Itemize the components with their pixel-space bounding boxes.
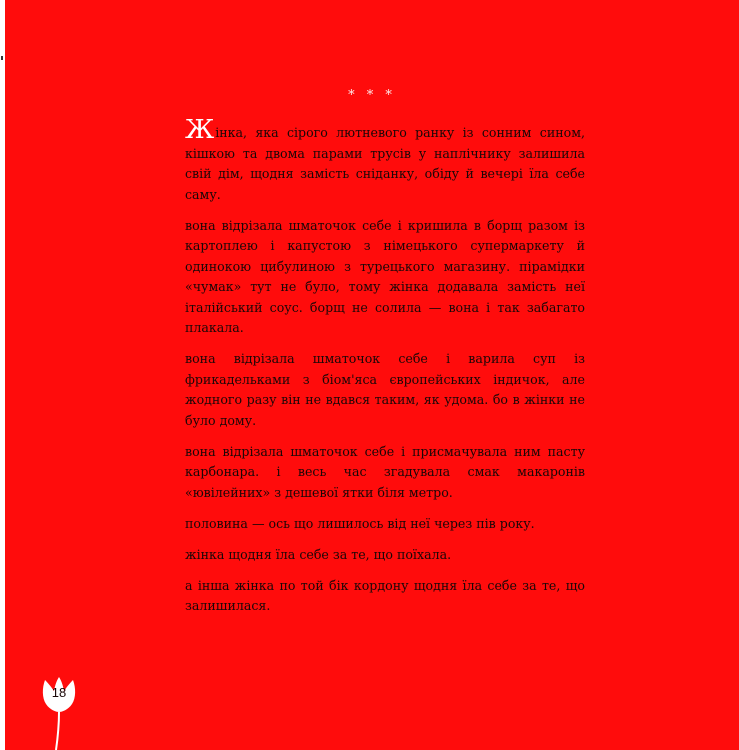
poem-text: [185, 115, 585, 627]
section-separator: * * *: [348, 88, 396, 103]
paragraph-6: жінка щодня їла себе за те, що поїхала.: [185, 546, 452, 562]
paragraph-5: половина — ось що лишилось від неї через пів року.: [185, 515, 535, 531]
paragraph-2: вона відрізала шматочок себе і кришила в борщ разом із картоплею і капустою з німецького супермаркету й одинокою цибулиною з турецького магазину. пірамідки «чумак» тут не було, тому жінка додавала замість неї італійський соус. борщ не солила — вона і так забагато плакала.: [185, 217, 585, 335]
paragraph-1: [185, 115, 585, 205]
paragraph-3: вона відрізала шматочок себе і варила суп із фрикадельками з біом'яса європейських індичок, але жодного разу він не вдався таким, як удома. бо в жінки не було дому.: [185, 351, 585, 428]
page-number: 18: [51, 685, 67, 700]
book-page: [5, 0, 739, 750]
paragraph-4: вона відрізала шматочок себе і присмачувала ним пасту карбонара. і весь час згадувала смак макаронів «ювілейних» з дешевої ятки біля метро.: [185, 443, 585, 500]
tulip-flower-icon: [33, 672, 83, 750]
gutter-mark: [1, 56, 3, 60]
paragraph-1-text: інка, яка сірого лютневого ранку із сонним сином, кішкою та двома парами трусів у наплічнику залишила свій дім, щодня замість сніданку, обіду й вечері їла себе саму.: [185, 125, 585, 202]
drop-cap-letter: Ж: [185, 115, 215, 145]
paragraph-7: а інша жінка по той бік кордону щодня їла себе за те, що залишилася.: [185, 577, 585, 613]
